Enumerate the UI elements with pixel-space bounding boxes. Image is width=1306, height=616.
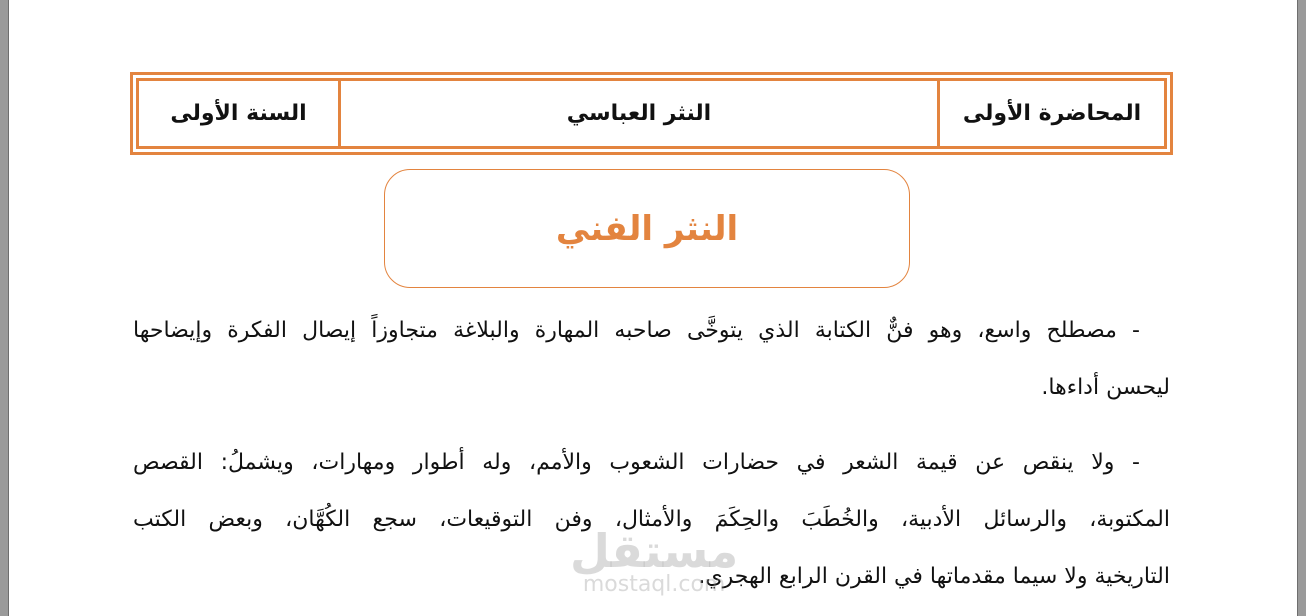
lecture-cell: المحاضرة الأولى: [937, 78, 1167, 149]
page-edge-right: [1297, 0, 1306, 616]
paragraph-line: - ولا ينقص عن قيمة الشعر في حضارات الشعوب والأمم، وله أطوار ومهارات، ويشملُ: القصص: [133, 450, 1140, 475]
page-title: النثر الفني: [555, 208, 739, 249]
watermark-latin: mostaql.com: [582, 572, 726, 597]
paragraph-line: - مصطلح واسع، وهو فنٌّ الكتابة الذي يتوخَّى صاحبه المهارة والبلاغة متجاوزاً إيصال الفكرة وإيضاحها: [133, 318, 1140, 343]
subject-cell: النثر العباسي: [341, 78, 937, 149]
paragraph-line: التاريخية ولا سيما مقدماتها في القرن الرابع الهجري.: [698, 564, 1170, 589]
title-box: [384, 169, 910, 288]
header-table: [130, 72, 1173, 155]
paragraph-line: ليحسن أداءها.: [1041, 375, 1170, 400]
page-edge-left: [0, 0, 9, 616]
paragraph-1: [133, 302, 1170, 416]
paragraph-2: [133, 434, 1170, 605]
paragraph-line: المكتوبة، والرسائل الأدبية، والخُطَبَ والحِكَمَ والأمثال، وفن التوقيعات، سجع الكُهَّان، وبعض الكتب: [133, 507, 1170, 532]
year-cell: السنة الأولى: [136, 78, 341, 149]
watermark-arabic: مستقل: [570, 524, 739, 578]
